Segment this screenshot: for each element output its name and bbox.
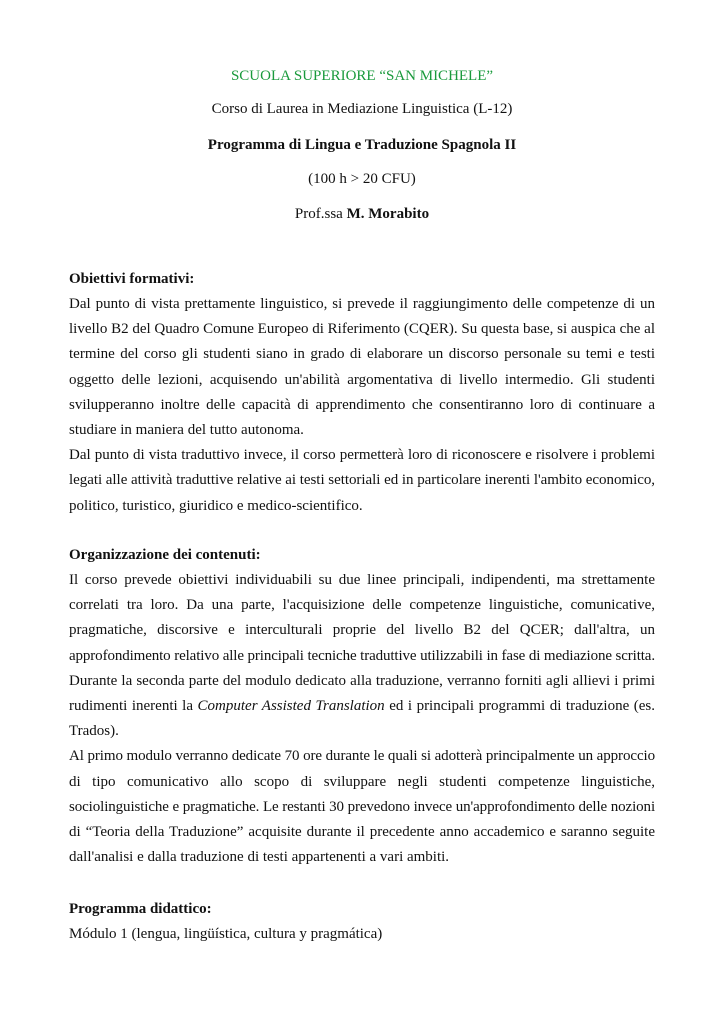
text-line-cat xyxy=(69,694,655,719)
text-line: Il corso prevede obiettivi individuabili su due linee principali, indipendenti, ma strettamente xyxy=(69,572,655,588)
paragraph-obiettivi-linguistico xyxy=(69,292,655,519)
cat-italic: Computer Assisted Translation xyxy=(197,697,385,714)
text-line: termine del corso gli studenti siano in grado di elaborare un discorso personale su temi e testi xyxy=(69,346,655,363)
text-line: Trados). xyxy=(69,723,119,740)
text-line: Durante la seconda parte del modulo dedicato alla traduzione, verranno forniti agli allievi i primi xyxy=(69,672,655,689)
text-line: Módulo 1 (lengua, lingüística, cultura y pragmática) xyxy=(69,926,383,942)
paragraph-organizzazione xyxy=(69,568,655,870)
text-line: livello B2 del Quadro Comune Europeo di Riferimento (CQER). Su questa base, si auspica che al xyxy=(69,321,655,338)
text-line: approfondimento relativo alle principali tecniche traduttive utilizzabili in fase di mediazione scritta. xyxy=(69,647,655,664)
professor-name: M. Morabito xyxy=(346,206,430,222)
text-line: studiare in maniera del tutto autonoma. xyxy=(69,421,304,438)
section-heading-obiettivi: Obiettivi formativi: xyxy=(69,271,195,287)
text-line: oggetto delle lezioni, acquisendo un'abilità argomentativa di livello intermedio. Gli studenti xyxy=(69,371,655,388)
text-line: politico, turistico, giuridico e medico-scientifico. xyxy=(69,497,363,514)
text-line: Al primo modulo verranno dedicate 70 ore durante le quali si adotterà principalmente un approccio xyxy=(69,748,655,765)
course-title: Corso di Laurea in Mediazione Linguistica (L-12) xyxy=(211,101,513,117)
text-line: dall'analisi e dalla traduzione di testi appartenenti a vari ambiti. xyxy=(69,849,450,866)
text-line: sociolinguistiche e pragmatiche. Le restanti 30 prevedono invece un'approfondimento delle nozioni xyxy=(69,798,655,815)
paragraph-programma xyxy=(69,922,655,947)
professor-line xyxy=(0,205,724,223)
professor-prefix: Prof.ssa xyxy=(294,206,347,222)
text-line: Dal punto di vista prettamente linguistico, si prevede il raggiungimento delle competenze di un xyxy=(69,296,655,312)
program-title: Programma di Lingua e Traduzione Spagnola II xyxy=(207,137,517,153)
text-line: di tipo comunicativo allo scopo di sviluppare negli studenti competenze linguistiche, xyxy=(69,773,655,790)
school-name: SCUOLA SUPERIORE “SAN MICHELE” xyxy=(230,68,494,84)
section-heading-organizzazione: Organizzazione dei contenuti: xyxy=(69,547,261,563)
hours-credits: (100 h > 20 CFU) xyxy=(308,171,416,187)
cat-pre: rudimenti inerenti la xyxy=(69,697,198,714)
text-line: Dal punto di vista traduttivo invece, il corso permetterà loro di riconoscere e risolvere i problemi xyxy=(69,447,655,464)
text-line: svilupperanno inoltre delle capacità di apprendimento che consentiranno loro di continuare a xyxy=(69,396,655,413)
cat-post: ed i principali programmi di traduzione (es. xyxy=(384,697,655,714)
text-line: legati alle attività traduttive relative ai testi settoriali ed in particolare inerenti l'ambito economico, xyxy=(69,472,655,489)
text-line: di “Teoria della Traduzione” acquisite durante il precedente anno accademico e saranno seguite xyxy=(69,823,655,840)
section-heading-programma: Programma didattico: xyxy=(69,901,212,917)
text-line: correlati tra loro. Da una parte, l'acquisizione delle competenze linguistiche, comunicative, xyxy=(69,597,655,614)
text-line: pragmatiche, discorsive e interculturali proprie del livello B2 del QCER; dall'altra, un xyxy=(69,622,655,639)
